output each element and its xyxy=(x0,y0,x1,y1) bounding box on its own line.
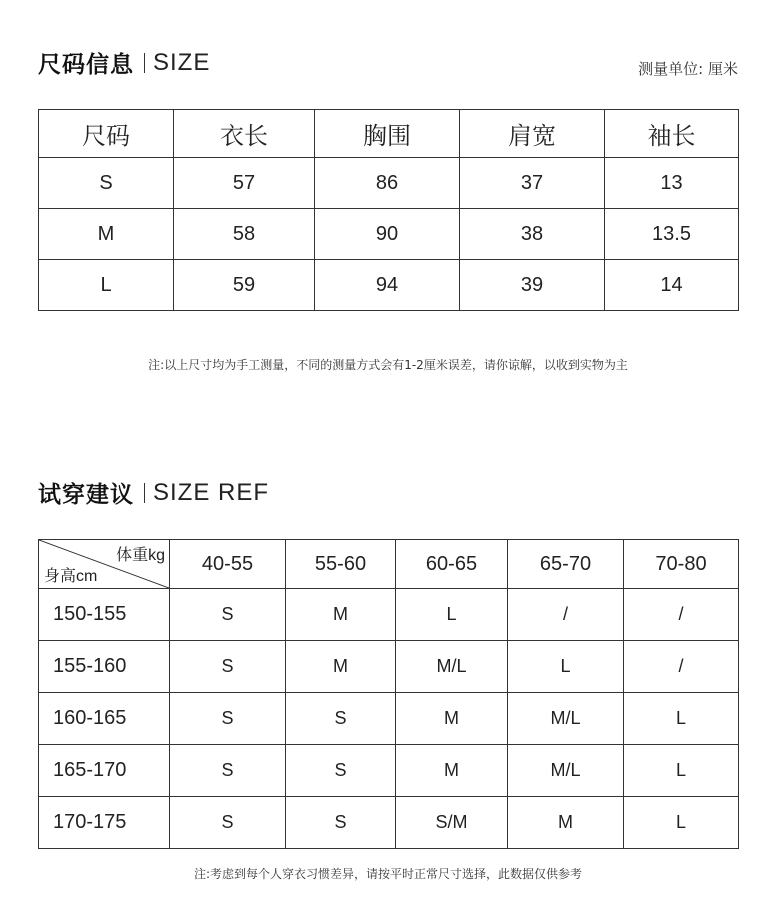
title-divider xyxy=(144,53,145,73)
table-cell: / xyxy=(508,589,624,641)
size-title-cn: 尺码信息 xyxy=(38,52,134,78)
table-row xyxy=(39,797,739,849)
size-ref-table xyxy=(38,539,739,849)
table-cell: 38 xyxy=(460,209,605,260)
size-table-header-row xyxy=(39,110,739,158)
header-shoulder: 肩宽 xyxy=(460,110,605,158)
table-cell: 39 xyxy=(460,260,605,311)
size-section-title xyxy=(38,46,210,79)
table-cell: 14 xyxy=(605,260,739,311)
weight-header: 60-65 xyxy=(396,540,508,589)
corner-height-label: 身高cm xyxy=(44,568,98,585)
size-title-en: SIZE xyxy=(153,48,211,76)
table-cell: 58 xyxy=(174,209,315,260)
weight-header: 70-80 xyxy=(624,540,739,589)
header-length: 衣长 xyxy=(174,110,315,158)
table-cell: / xyxy=(624,641,739,693)
table-cell: L xyxy=(624,693,739,745)
height-label: 155-160 xyxy=(39,641,170,693)
height-label: 160-165 xyxy=(39,693,170,745)
table-cell: 86 xyxy=(315,158,460,209)
table-cell: L xyxy=(39,260,174,311)
weight-header: 40-55 xyxy=(170,540,286,589)
table-cell: S xyxy=(170,797,286,849)
header-chest: 胸围 xyxy=(315,110,460,158)
size-table xyxy=(38,109,739,311)
ref-note: 注:考虑到每个人穿衣习惯差异，请按平时正常尺寸选择，此数据仅供参考 xyxy=(193,867,583,881)
height-label: 150-155 xyxy=(39,589,170,641)
table-cell: 37 xyxy=(460,158,605,209)
table-row xyxy=(39,641,739,693)
table-cell: M/L xyxy=(508,693,624,745)
table-cell: 59 xyxy=(174,260,315,311)
title-divider xyxy=(144,483,145,503)
table-cell: S xyxy=(170,745,286,797)
ref-title-cn: 试穿建议 xyxy=(38,482,134,508)
table-cell: S/M xyxy=(396,797,508,849)
header-size: 尺码 xyxy=(39,110,174,158)
table-cell: 90 xyxy=(315,209,460,260)
corner-weight-label: 体重kg xyxy=(116,547,165,564)
height-label: 165-170 xyxy=(39,745,170,797)
table-row xyxy=(39,745,739,797)
table-cell: / xyxy=(624,589,739,641)
table-cell: M xyxy=(286,589,396,641)
table-cell: L xyxy=(508,641,624,693)
table-cell: S xyxy=(170,693,286,745)
table-cell: M xyxy=(396,745,508,797)
table-row xyxy=(39,589,739,641)
table-cell: 13.5 xyxy=(605,209,739,260)
table-cell: M xyxy=(396,693,508,745)
measurement-unit: 测量单位: 厘米 xyxy=(638,60,738,78)
table-cell: M xyxy=(508,797,624,849)
table-cell: M/L xyxy=(396,641,508,693)
weight-header: 65-70 xyxy=(508,540,624,589)
table-cell: S xyxy=(170,589,286,641)
table-row xyxy=(39,260,739,311)
table-cell: S xyxy=(39,158,174,209)
table-cell: L xyxy=(396,589,508,641)
table-cell: M xyxy=(39,209,174,260)
corner-header xyxy=(39,540,170,589)
table-cell: M/L xyxy=(508,745,624,797)
header-sleeve: 袖长 xyxy=(605,110,739,158)
table-cell: 57 xyxy=(174,158,315,209)
table-cell: S xyxy=(170,641,286,693)
table-cell: 94 xyxy=(315,260,460,311)
weight-header: 55-60 xyxy=(286,540,396,589)
table-cell: L xyxy=(624,797,739,849)
table-cell: M xyxy=(286,641,396,693)
height-label: 170-175 xyxy=(39,797,170,849)
ref-table-header-row xyxy=(39,540,739,589)
table-cell: S xyxy=(286,797,396,849)
table-cell: S xyxy=(286,693,396,745)
table-row xyxy=(39,158,739,209)
table-row xyxy=(39,209,739,260)
table-cell: L xyxy=(624,745,739,797)
ref-section-title xyxy=(38,476,269,509)
table-cell: S xyxy=(286,745,396,797)
table-row xyxy=(39,693,739,745)
ref-title-en: SIZE REF xyxy=(153,478,270,506)
size-note: 注:以上尺寸均为手工测量，不同的测量方式会有1-2厘米误差，请你谅解，以收到实物为主 xyxy=(148,358,628,372)
table-cell: 13 xyxy=(605,158,739,209)
